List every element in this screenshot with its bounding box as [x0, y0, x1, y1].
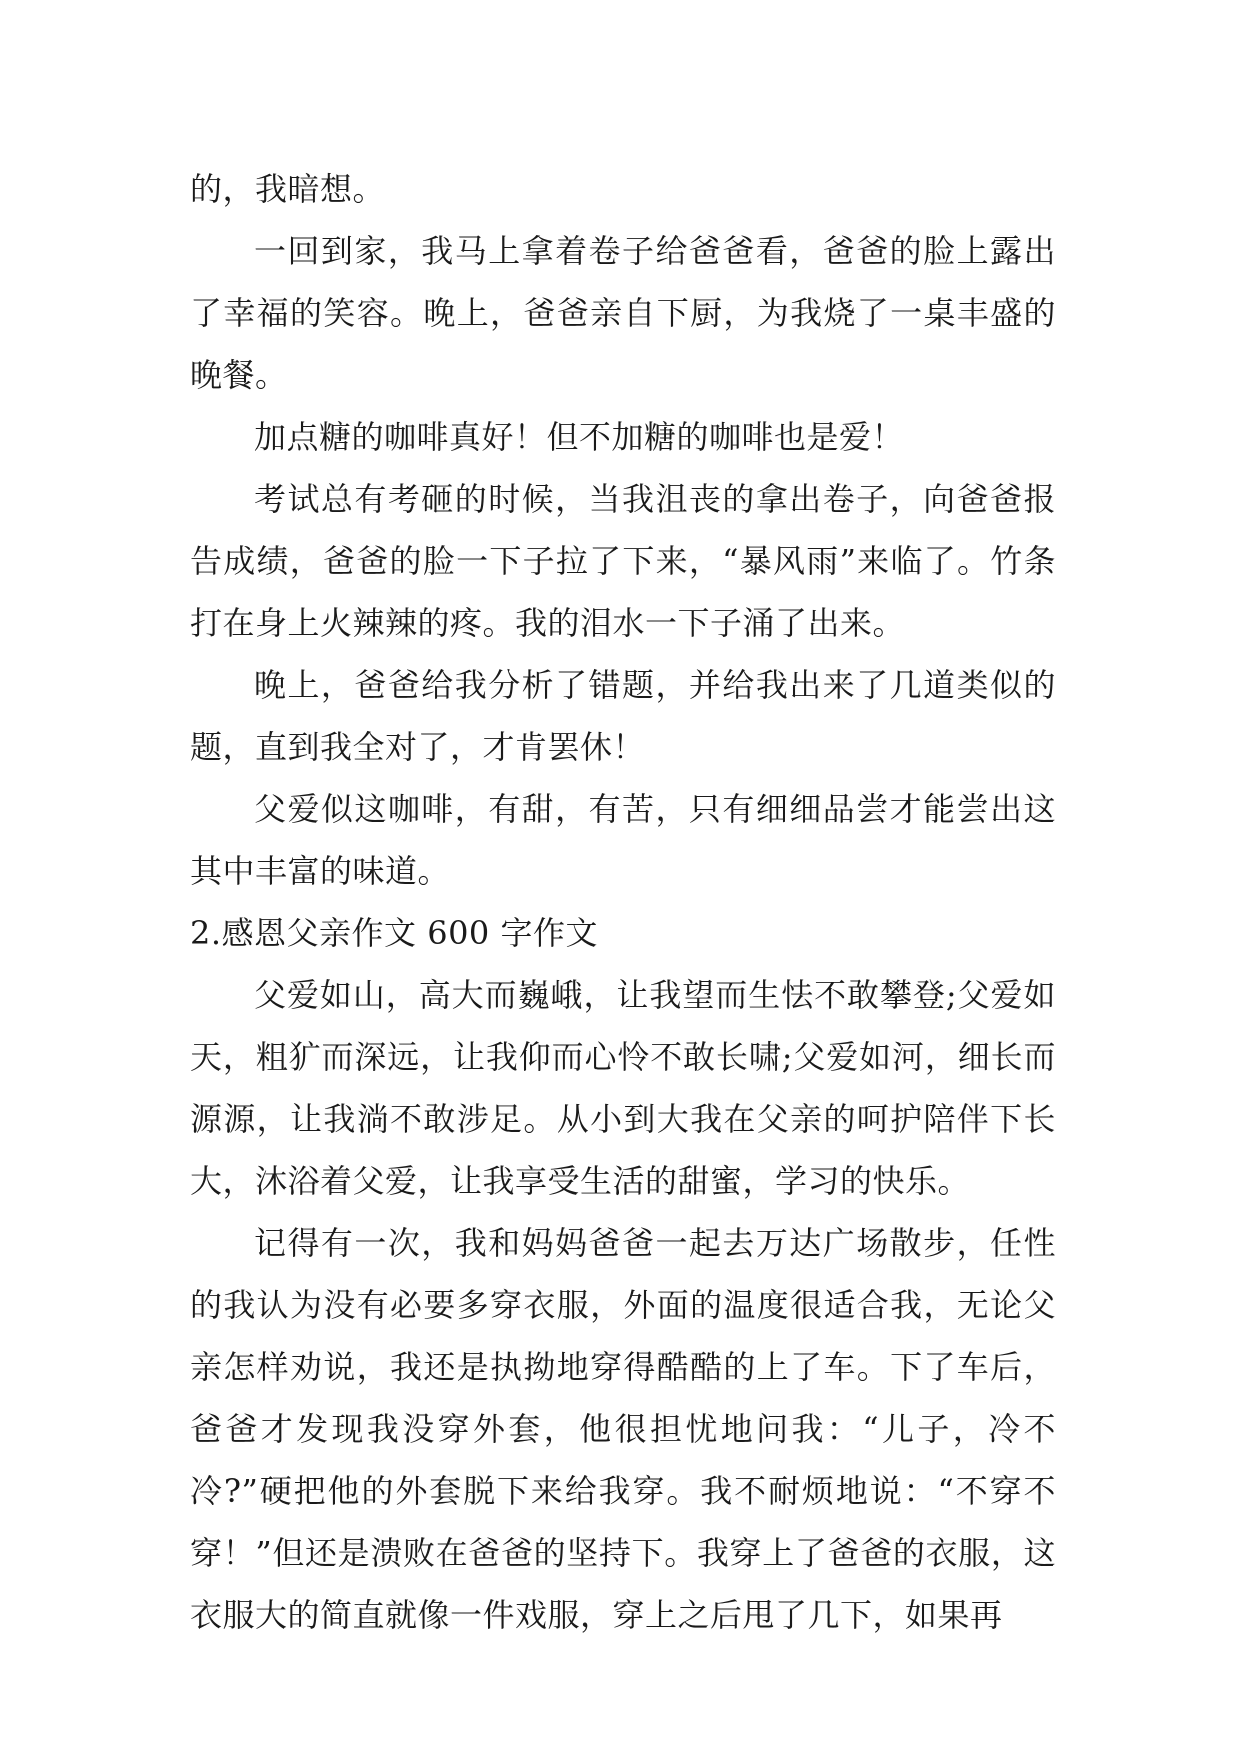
paragraph: 加点糖的咖啡真好！但不加糖的咖啡也是爱！: [254, 418, 905, 456]
paragraph: 记得有一次，我和妈妈爸爸一起去万达广场散步，任性的我认为没有必要多穿衣服，外面的温度很适合我，无论父亲怎样劝说，我还是执拗地穿得酷酷的上了车。下了车后，爸爸才发现我没穿外套，他很担忧地问我：“儿子，冷不冷?”硬把他的外套脱下来给我穿。我不耐烦地说：“不穿不穿！”但还是溃败在爸爸的坚持下。我穿上了爸爸的衣服，这衣服大的简直就像一件戏服，穿上之后甩了几下，如果再: [190, 1224, 1056, 1634]
paragraph: 考试总有考砸的时候，当我沮丧的拿出卷子，向爸爸报告成绩，爸爸的脸一下子拉了下来，“暴风雨”来临了。竹条打在身上火辣辣的疼。我的泪水一下子涌了出来。: [190, 480, 1056, 642]
paragraph: 的，我暗想。: [190, 170, 386, 208]
paragraph: 父爱似这咖啡，有甜，有苦，只有细细品尝才能尝出这其中丰富的味道。: [190, 790, 1056, 890]
paragraph: 晚上，爸爸给我分析了错题，并给我出来了几道类似的题，直到我全对了，才肯罢休！: [190, 666, 1056, 766]
paragraph: 父爱如山，高大而巍峨，让我望而生怯不敢攀登;父爱如天，粗犷而深远，让我仰而心怜不敢长啸;父爱如河，细长而源源，让我淌不敢涉足。从小到大我在父亲的呵护陪伴下长大，沐浴着父爱，让我享受生活的甜蜜，学习的快乐。: [190, 976, 1056, 1200]
section-heading: 2.感恩父亲作文 600 字作文: [190, 914, 598, 952]
paragraph: 一回到家，我马上拿着卷子给爸爸看，爸爸的脸上露出了幸福的笑容。晚上，爸爸亲自下厨，为我烧了一桌丰盛的晚餐。: [190, 232, 1056, 394]
document-body: [190, 158, 1056, 1646]
